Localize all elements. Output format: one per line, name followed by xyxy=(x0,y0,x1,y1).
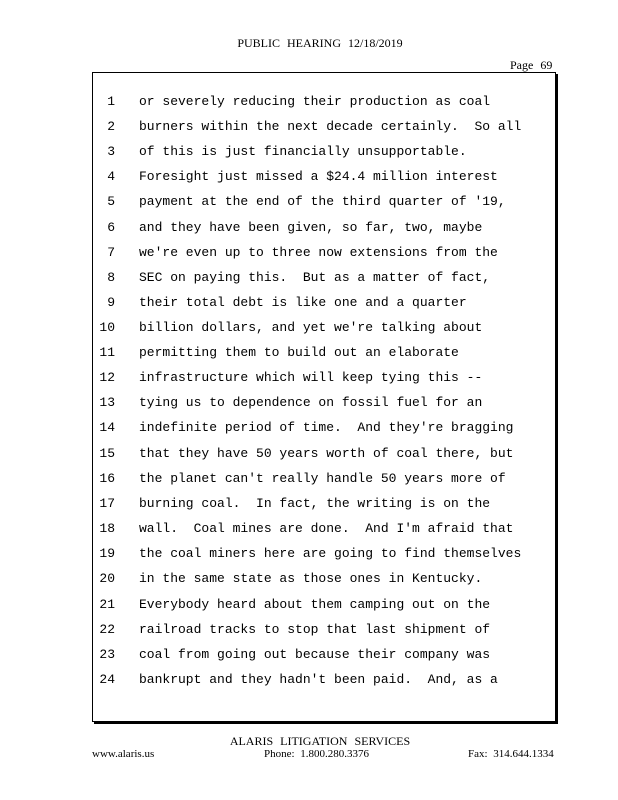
line-number: 21 xyxy=(99,597,115,612)
line-number: 17 xyxy=(99,496,115,511)
line-number: 5 xyxy=(107,194,115,209)
line-text: payment at the end of the third quarter of '19, xyxy=(139,194,506,209)
line-text: SEC on paying this. But as a matter of fact, xyxy=(139,270,491,285)
line-number: 7 xyxy=(107,245,115,260)
line-number: 10 xyxy=(99,320,115,335)
line-text: Everybody heard about them camping out on the xyxy=(139,597,491,612)
line-text: or severely reducing their production as coal xyxy=(139,94,491,109)
line-number: 12 xyxy=(99,370,115,385)
line-number: 9 xyxy=(107,295,115,310)
line-text: and they have been given, so far, two, maybe xyxy=(139,220,483,235)
footer-phone: Phone: 1.800.280.3376 xyxy=(264,748,370,760)
line-text: wall. Coal mines are done. And I'm afraid that xyxy=(139,521,514,536)
line-text: Foresight just missed a $24.4 million interest xyxy=(139,169,498,184)
line-text: railroad tracks to stop that last shipment of xyxy=(139,622,491,637)
footer-company: ALARIS LITIGATION SERVICES xyxy=(229,734,411,748)
line-number: 22 xyxy=(99,622,115,637)
header-title: PUBLIC HEARING 12/18/2019 xyxy=(237,36,403,50)
line-text: indefinite period of time. And they're bragging xyxy=(139,420,514,435)
line-text: in the same state as those ones in Kentucky. xyxy=(139,571,483,586)
line-text: burners within the next decade certainly. So all xyxy=(139,119,522,134)
line-text: the planet can't really handle 50 years more of xyxy=(139,471,506,486)
line-text: of this is just financially unsupportable. xyxy=(139,144,467,159)
line-number: 11 xyxy=(99,345,115,360)
line-text: that they have 50 years worth of coal there, but xyxy=(139,446,514,461)
line-number: 16 xyxy=(99,471,115,486)
line-text: billion dollars, and yet we're talking about xyxy=(139,320,483,335)
line-text: infrastructure which will keep tying this -- xyxy=(139,370,483,385)
line-number: 2 xyxy=(107,119,115,134)
line-number: 4 xyxy=(107,169,115,184)
line-number: 15 xyxy=(99,446,115,461)
line-number: 1 xyxy=(107,94,115,109)
line-number: 6 xyxy=(107,220,115,235)
line-number: 19 xyxy=(99,546,115,561)
line-number: 8 xyxy=(107,270,115,285)
line-text: bankrupt and they hadn't been paid. And, as a xyxy=(139,672,498,687)
footer-fax: Fax: 314.644.1334 xyxy=(468,748,554,760)
line-number: 18 xyxy=(99,521,115,536)
line-number: 20 xyxy=(99,571,115,586)
line-number: 13 xyxy=(99,395,115,410)
line-text: we're even up to three now extensions from the xyxy=(139,245,498,260)
line-text: the coal miners here are going to find themselves xyxy=(139,546,522,561)
line-number: 24 xyxy=(99,672,115,687)
line-text: their total debt is like one and a quarter xyxy=(139,295,467,310)
line-text: tying us to dependence on fossil fuel for an xyxy=(139,395,483,410)
line-number: 14 xyxy=(99,420,115,435)
footer-website: www.alaris.us xyxy=(92,748,155,760)
line-text: coal from going out because their company was xyxy=(139,647,491,662)
line-text: burning coal. In fact, the writing is on the xyxy=(139,496,491,511)
line-number: 3 xyxy=(107,144,115,159)
line-number: 23 xyxy=(99,647,115,662)
page-number: Page 69 xyxy=(510,58,553,72)
line-text: permitting them to build out an elaborate xyxy=(139,345,459,360)
transcript-frame xyxy=(92,72,556,722)
